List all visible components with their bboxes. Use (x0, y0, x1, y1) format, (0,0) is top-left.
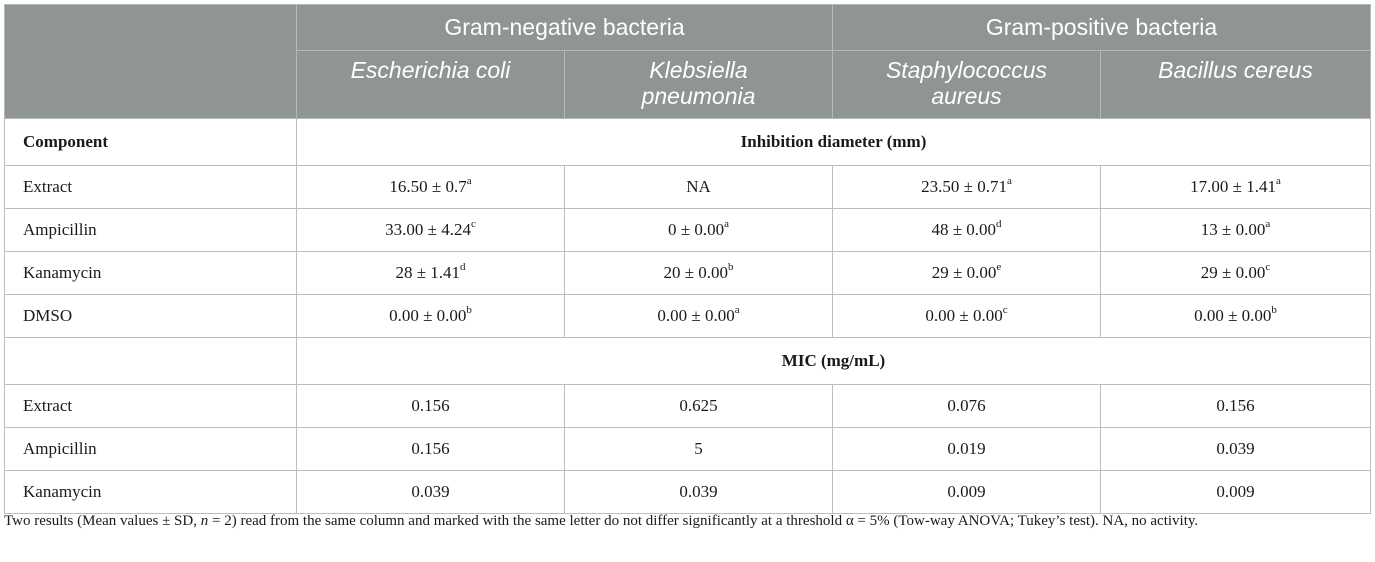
table-row (5, 471, 1371, 514)
table-cell (1101, 295, 1371, 338)
table-cell (297, 209, 565, 252)
cell-value: 0.156 (411, 439, 450, 458)
group-header-gram-positive: Gram-positive bacteria (833, 5, 1371, 51)
section-header-row (5, 338, 1371, 385)
cell-value: 0.156 (1216, 396, 1255, 415)
cell-value: 0.625 (679, 396, 718, 415)
significance-letter: a (1265, 218, 1271, 231)
table-cell (1101, 209, 1371, 252)
table-cell (297, 471, 565, 514)
table-row (5, 166, 1371, 209)
significance-letter: a (734, 304, 740, 317)
cell-value: 0.076 (947, 396, 986, 415)
table-cell (1101, 166, 1371, 209)
cell-value: 29 ± 0.00 (931, 263, 997, 282)
cell-value: 5 (694, 439, 703, 458)
cell-value: 0 ± 0.00 (668, 220, 725, 239)
footnote-n-variable: n (200, 513, 209, 529)
table-cell (565, 385, 833, 428)
table-row (5, 385, 1371, 428)
cell-value: 48 ± 0.00 (931, 220, 997, 239)
cell-value: 0.019 (947, 439, 986, 458)
cell-value: 0.039 (1216, 439, 1255, 458)
table-cell (565, 295, 833, 338)
table-cell (833, 166, 1101, 209)
table-cell (1101, 428, 1371, 471)
significance-letter: c (1265, 261, 1271, 274)
species-header-e-coli: Escherichia coli (297, 51, 565, 119)
cell-value: 23.50 ± 0.71 (921, 177, 1007, 196)
row-label: Kanamycin (5, 471, 297, 514)
mic-section-title: MIC (mg/mL) (297, 338, 1371, 385)
corner-header-cell (5, 5, 297, 119)
cell-value: 28 ± 1.41 (395, 263, 461, 282)
cell-value: 0.039 (679, 482, 718, 501)
table-cell (565, 209, 833, 252)
significance-letter: b (1271, 304, 1277, 317)
significance-letter: a (724, 218, 729, 231)
table-cell (297, 428, 565, 471)
cell-value: 0.00 ± 0.00 (1194, 306, 1272, 325)
table-row (5, 252, 1371, 295)
section-header-row (5, 119, 1371, 166)
cell-value: NA (686, 177, 711, 196)
table-cell (297, 385, 565, 428)
row-label: Ampicillin (5, 428, 297, 471)
significance-letter: e (996, 261, 1002, 274)
table-cell (297, 166, 565, 209)
cell-value: 20 ± 0.00 (663, 263, 729, 282)
species-header-k-pneumonia (565, 51, 833, 119)
significance-letter: d (996, 218, 1002, 231)
results-table (4, 4, 1371, 514)
row-label: DMSO (5, 295, 297, 338)
species-header-b-cereus: Bacillus cereus (1101, 51, 1371, 119)
table-cell (565, 471, 833, 514)
species-header-s-aureus-text: Staphylococcus aureus (885, 57, 1048, 109)
table-cell (833, 252, 1101, 295)
table-cell (565, 166, 833, 209)
table-cell (565, 252, 833, 295)
cell-value: 0.009 (1216, 482, 1255, 501)
significance-letter: c (1002, 304, 1008, 317)
table-cell (565, 428, 833, 471)
table-row (5, 428, 1371, 471)
footnote-text-1: Two results (Mean values ± SD, (4, 513, 201, 529)
table-cell (833, 209, 1101, 252)
table-cell (833, 428, 1101, 471)
cell-value: 17.00 ± 1.41 (1190, 177, 1276, 196)
table-cell (833, 295, 1101, 338)
cell-value: 16.50 ± 0.7 (389, 177, 467, 196)
row-label: Extract (5, 385, 297, 428)
significance-letter: a (1006, 175, 1012, 188)
table-cell (1101, 385, 1371, 428)
group-header-gram-negative: Gram-negative bacteria (297, 5, 833, 51)
species-header-s-aureus (833, 51, 1101, 119)
table-row (5, 295, 1371, 338)
significance-letter: c (470, 218, 476, 231)
significance-letter: b (728, 261, 734, 274)
component-column-label: Component (5, 119, 297, 166)
table-footnote (4, 510, 1370, 532)
table-cell (833, 471, 1101, 514)
table-cell (297, 252, 565, 295)
table-cell (1101, 471, 1371, 514)
cell-value: 13 ± 0.00 (1200, 220, 1266, 239)
row-label: Ampicillin (5, 209, 297, 252)
cell-value: 0.00 ± 0.00 (925, 306, 1003, 325)
cell-value: 0.039 (411, 482, 450, 501)
table-cell (297, 295, 565, 338)
cell-value: 33.00 ± 4.24 (385, 220, 471, 239)
table-cell (1101, 252, 1371, 295)
row-label: Extract (5, 166, 297, 209)
significance-letter: d (460, 261, 466, 274)
significance-letter: b (466, 304, 472, 317)
cell-value: 0.00 ± 0.00 (657, 306, 735, 325)
empty-label-cell (5, 338, 297, 385)
significance-letter: a (1275, 175, 1281, 188)
cell-value: 0.009 (947, 482, 986, 501)
table-row (5, 209, 1371, 252)
table-cell (833, 385, 1101, 428)
table-body (5, 119, 1371, 514)
inhibition-section-title: Inhibition diameter (mm) (297, 119, 1371, 166)
footnote-text-2: = 2) read from the same column and marked with the same letter do not differ significantly at a threshold α = 5% (Tow-way ANOVA; Tukey’s test). NA, no activity. (208, 513, 1199, 529)
row-label: Kanamycin (5, 252, 297, 295)
cell-value: 0.00 ± 0.00 (389, 306, 467, 325)
species-header-k-pneumonia-text: Klebsiella pneumonia (641, 57, 756, 109)
cell-value: 0.156 (411, 396, 450, 415)
cell-value: 29 ± 0.00 (1200, 263, 1266, 282)
significance-letter: a (466, 175, 472, 188)
